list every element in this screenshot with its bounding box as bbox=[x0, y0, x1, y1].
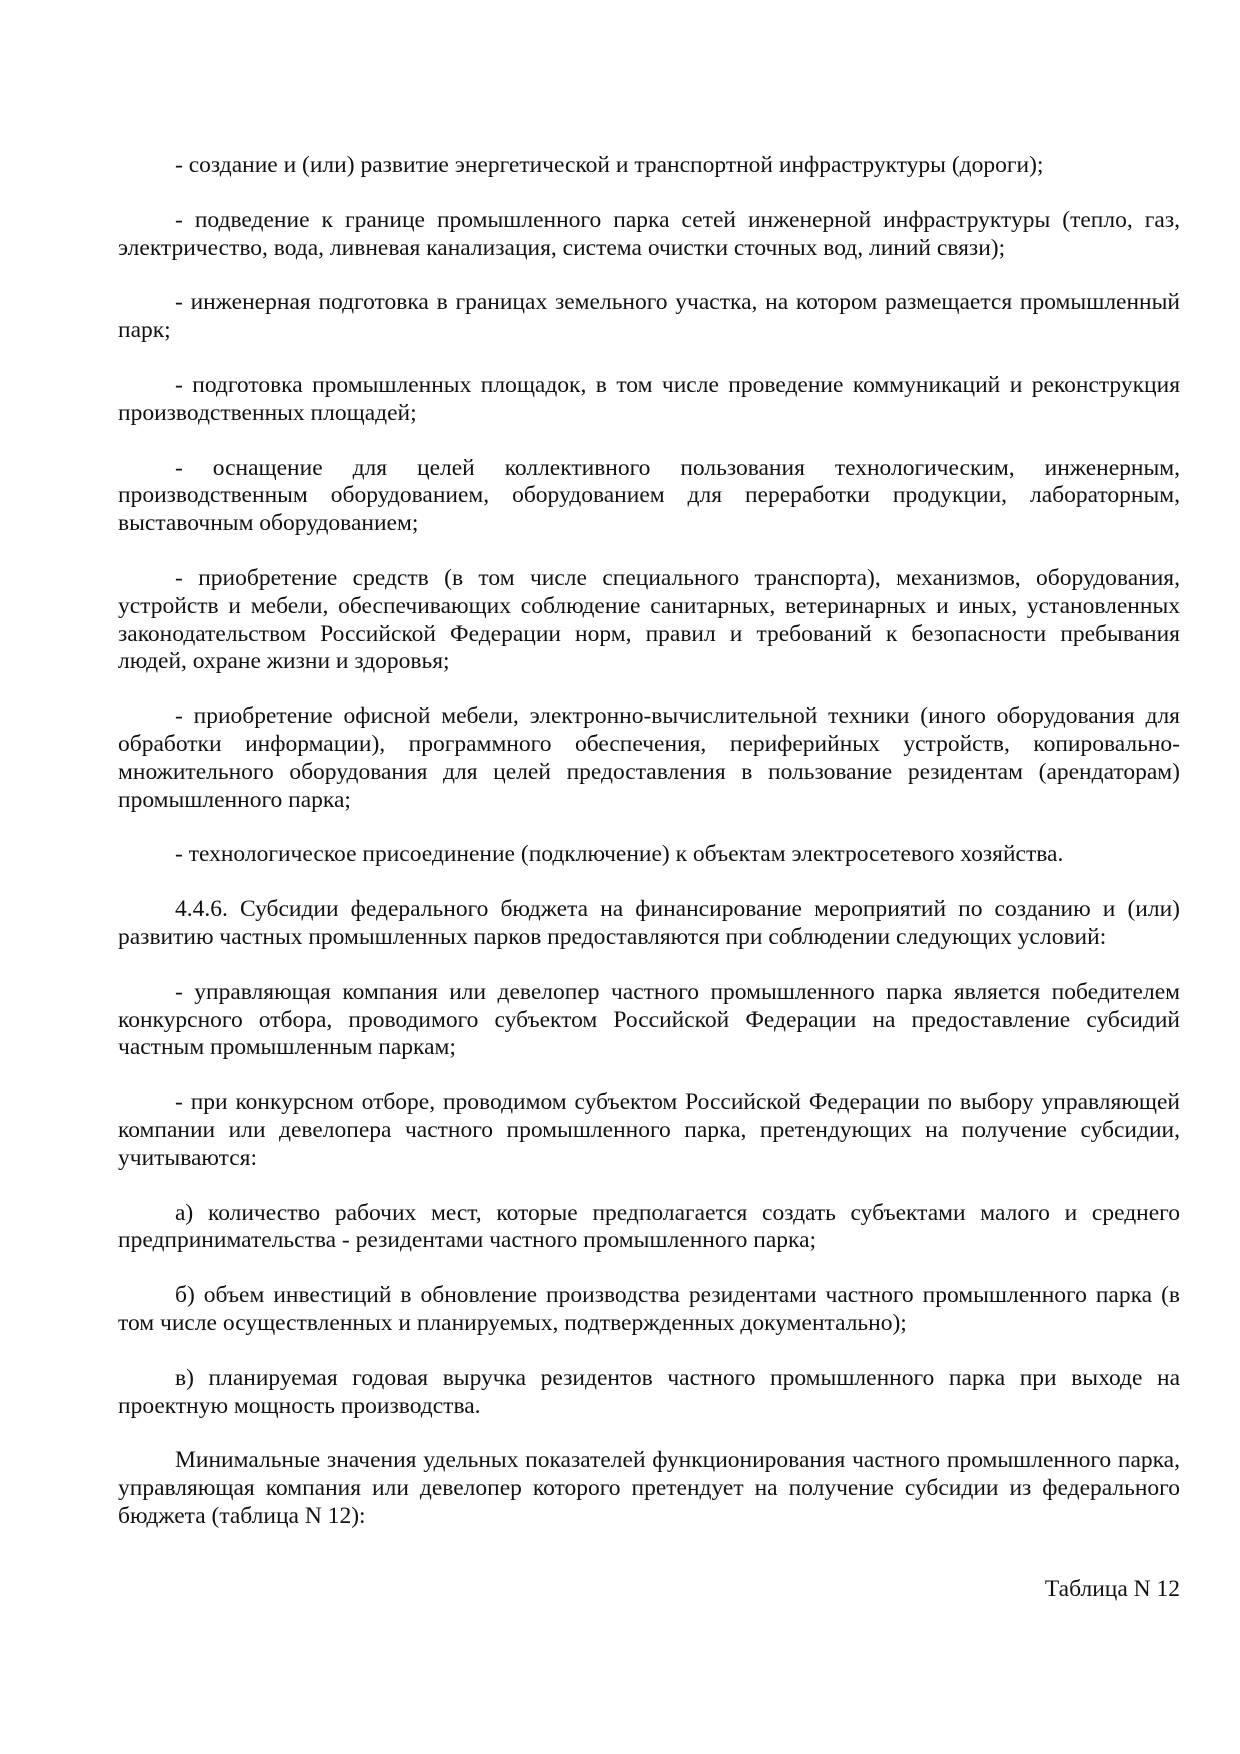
document-page bbox=[118, 152, 1180, 1630]
list-item-infrastructure: - создание и (или) развитие энергетической и транспортной инфраструктуры (дороги); bbox=[175, 152, 1044, 178]
minimum-values-intro: Минимальные значения удельных показателей функционирования частного промышленного парка, управляющая компания или девелопер которого претендует на получение субсидии из федерального бюджета (таблица N 12): bbox=[118, 1447, 1180, 1529]
section-4-4-6: 4.4.6. Субсидии федерального бюджета на финансирование мероприятий по созданию и (или) развитию частных промышленных парков предоставляются при соблюдении следующих условий: bbox=[118, 896, 1180, 950]
condition-winner: - управляющая компания или девелопер частного промышленного парка является победителем конкурсного отбора, проводимого субъектом Российской Федерации на предоставление субсидий частным промышленным паркам; bbox=[118, 978, 1180, 1061]
criterion-c: в) планируемая годовая выручка резидентов частного промышленного парка при выходе на проектную мощность производства. bbox=[118, 1364, 1180, 1419]
criterion-b: б) объем инвестиций в обновление производства резидентами частного промышленного парка (в том числе осуществленных и планируемых, подтвержденных документально); bbox=[118, 1282, 1180, 1336]
list-item-engineering-prep: - инженерная подготовка в границах земельного участка, на котором размещается промышленный парк; bbox=[118, 289, 1180, 344]
criterion-a: а) количество рабочих мест, которые предполагается создать субъектами малого и среднего предпринимательства - резидентами частного промышленного парка; bbox=[118, 1199, 1180, 1254]
list-item-grid-connection: - технологическое присоединение (подключение) к объектам электросетевого хозяйства. bbox=[175, 841, 1064, 868]
table-caption: Таблица N 12 bbox=[1044, 1575, 1180, 1602]
list-item-site-prep: - подготовка промышленных площадок, в том числе проведение коммуникаций и реконструкция производственных площадей; bbox=[118, 371, 1180, 426]
list-item-safety-means: - приобретение средств (в том числе специального транспорта), механизмов, оборудования, устройств и мебели, обеспечивающих соблюдение санитарных, ветеринарных и иных, установленных законодательством Российской Федерации норм, правил и требований к безопасности пребывания людей, охране жизни и здоровья; bbox=[118, 564, 1180, 675]
list-item-utilities: - подведение к границе промышленного парка сетей инженерной инфраструктуры (тепло, газ, электричество, вода, ливневая канализация, система очистки сточных вод, линий связи); bbox=[118, 206, 1180, 261]
condition-selection: - при конкурсном отборе, проводимом субъектом Российской Федерации по выбору управляющей компании или девелопера частного промышленного парка, претендующих на получение субсидии, учитываются: bbox=[118, 1089, 1180, 1171]
list-item-equipment: - оснащение для целей коллективного пользования технологическим, инженерным, производственным оборудованием, оборудованием для переработки продукции, лабораторным, выставочным оборудованием; bbox=[118, 454, 1180, 537]
list-item-office: - приобретение офисной мебели, электронно-вычислительной техники (иного оборудования для обработки информации), программного обеспечения, периферийных устройств, копировально-множительного оборудования для целей предоставления в пользование резидентам (арендаторам) промышленного парка; bbox=[118, 703, 1180, 813]
